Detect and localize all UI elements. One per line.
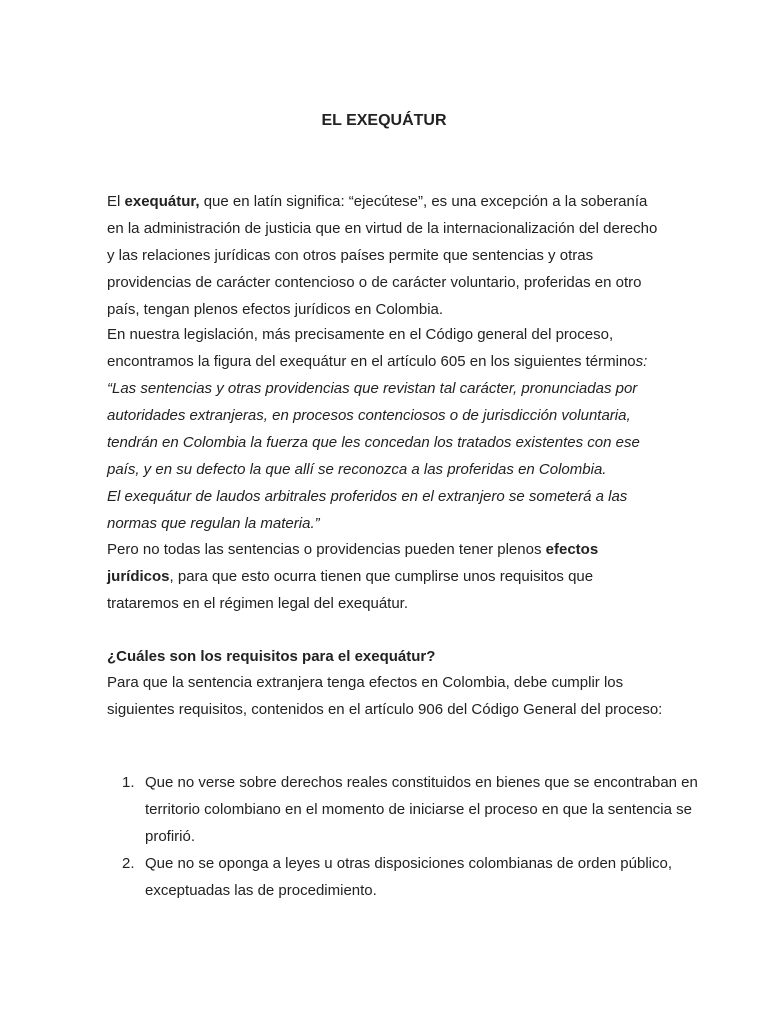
effects-prefix: Pero no todas las sentencias o providencias pueden tener plenos: [107, 541, 546, 558]
legislation-tail: s:: [635, 353, 648, 370]
list-item-number: 2.: [122, 855, 135, 872]
requirements-intro: Para que la sentencia extranjera tenga efectos en Colombia, debe cumplir los siguientes requisitos, contenidos en el artículo 906 del Código General del proceso:: [107, 674, 663, 718]
article-quote-part1: “Las sentencias y otras providencias que revistan tal carácter, pronunciadas por autoridades extranjeras, en procesos contenciosos o de jurisdicción voluntaria, tendrán en Colombia la fuerza que les concedan los tratados existentes con ese país, y en su defecto la que allí se reconozca a las proferidas en Colombia.: [107, 380, 640, 478]
intro-term-bold: exequátur,: [124, 193, 200, 210]
effects-body: , para que esto ocurra tienen que cumplirse unos requisitos que trataremos en el régimen legal del exequátur.: [107, 568, 594, 612]
legislation-paragraph: [107, 321, 667, 375]
list-item-number: 1.: [122, 774, 135, 791]
requirements-list: [107, 769, 705, 904]
effects-paragraph: [107, 536, 667, 617]
list-item: [122, 850, 705, 904]
document-title: EL EXEQUÁTUR: [321, 112, 447, 129]
intro-paragraph: [107, 188, 667, 323]
requirements-heading: ¿Cuáles son los requisitos para el exequátur?: [107, 648, 436, 665]
list-item-text: Que no verse sobre derechos reales constituidos en bienes que se encontraban en territorio colombiano en el momento de iniciarse el proceso en que la sentencia se profirió.: [145, 774, 698, 845]
list-item: [122, 769, 705, 850]
list-item-text: Que no se oponga a leyes u otras disposiciones colombianas de orden público, exceptuadas las de procedimiento.: [145, 855, 673, 899]
legislation-text: En nuestra legislación, más precisamente en el Código general del proceso, encontramos la figura del exequátur en el artículo 605 en los siguientes término: [107, 326, 636, 370]
intro-body: que en latín significa: “ejecútese”, es una excepción a la soberanía en la administración de justicia que en virtud de la internacionalización del derecho y las relaciones jurídicas con otros países permite que sentencias y otras providencias de carácter contencioso o de carácter voluntario, proferidas en otro país, tengan plenos efectos jurídicos en Colombia.: [107, 193, 658, 318]
article-quote-part2: El exequátur de laudos arbitrales proferidos en el extranjero se someterá a las normas que regulan la materia.”: [107, 488, 628, 532]
intro-prefix: El: [107, 193, 125, 210]
legislation-block: [107, 321, 667, 537]
effects-term-bold: efectos jurídicos: [107, 541, 599, 585]
